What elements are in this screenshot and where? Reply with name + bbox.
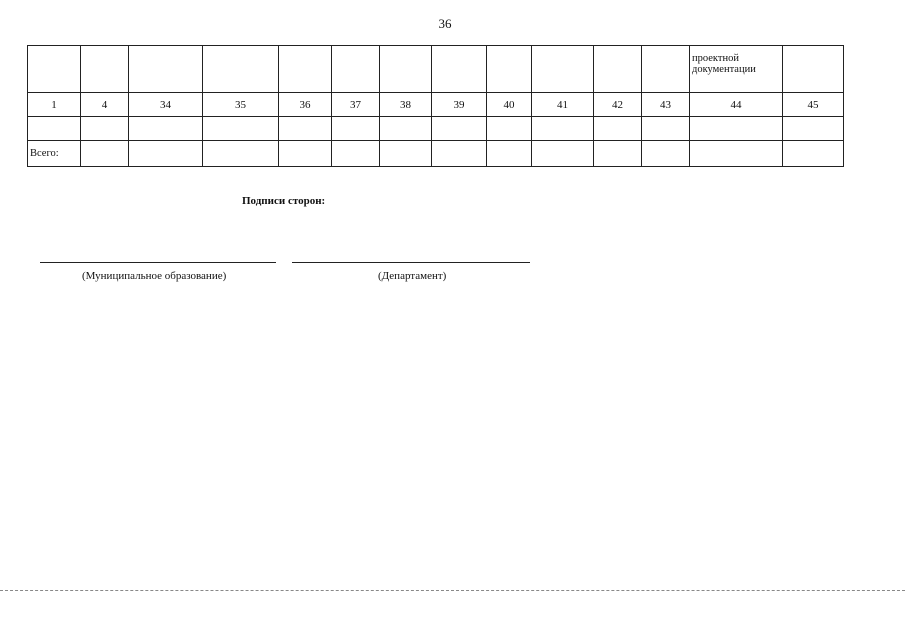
- table-cell: [532, 117, 594, 141]
- column-number: 45: [783, 93, 844, 117]
- table-cell: [487, 117, 532, 141]
- table-header-row: [28, 46, 844, 93]
- column-number: 38: [380, 93, 432, 117]
- table-cell: [690, 141, 783, 167]
- signature-line-municipality: [40, 262, 276, 263]
- header-cell: [432, 46, 487, 93]
- budget-table: [27, 45, 844, 167]
- table-cell: [279, 117, 332, 141]
- page-number: 36: [438, 16, 452, 31]
- table-cell: [81, 141, 129, 167]
- table-cell: [594, 141, 642, 167]
- table-row: [28, 117, 844, 141]
- table-cell: [642, 141, 690, 167]
- column-number: 1: [28, 93, 81, 117]
- table-cell: [332, 141, 380, 167]
- column-number: 39: [432, 93, 487, 117]
- table-cell: [783, 141, 844, 167]
- column-number: 43: [642, 93, 690, 117]
- header-cell: [783, 46, 844, 93]
- column-number: 42: [594, 93, 642, 117]
- header-cell: [203, 46, 279, 93]
- table-cell: [532, 141, 594, 167]
- column-number: 37: [332, 93, 380, 117]
- table-cell: [642, 117, 690, 141]
- total-row: [28, 141, 844, 167]
- header-cell: [332, 46, 380, 93]
- signature-line-department: [292, 262, 530, 263]
- table-cell: [203, 117, 279, 141]
- header-cell: [279, 46, 332, 93]
- header-cell: [642, 46, 690, 93]
- table-cell: [129, 141, 203, 167]
- table-cell: [279, 141, 332, 167]
- table-cell: [690, 117, 783, 141]
- column-number: 4: [81, 93, 129, 117]
- table-cell: [487, 141, 532, 167]
- signature-label-municipality: (Муниципальное образование): [82, 270, 227, 282]
- column-number: 34: [129, 93, 203, 117]
- header-cell: [81, 46, 129, 93]
- column-number-row: [28, 93, 844, 117]
- column-number: 41: [532, 93, 594, 117]
- column-number: 35: [203, 93, 279, 117]
- table-cell: [28, 117, 81, 141]
- header-cell: [129, 46, 203, 93]
- table-cell: [380, 117, 432, 141]
- total-label: Всего:: [28, 141, 81, 167]
- header-cell: [28, 46, 81, 93]
- signature-label-department: (Департамент): [378, 270, 447, 282]
- column-number: 40: [487, 93, 532, 117]
- header-cell: [380, 46, 432, 93]
- table-cell: [81, 117, 129, 141]
- header-cell-project-docs: проектной документации: [690, 46, 783, 93]
- table-cell: [594, 117, 642, 141]
- table-cell: [129, 117, 203, 141]
- table-cell: [432, 141, 487, 167]
- signatures-title: Подписи сторон:: [242, 195, 326, 207]
- page-bottom-rule: [0, 590, 905, 591]
- table-cell: [380, 141, 432, 167]
- header-cell: [487, 46, 532, 93]
- column-number: 44: [690, 93, 783, 117]
- table-cell: [783, 117, 844, 141]
- table-cell: [203, 141, 279, 167]
- header-cell: [594, 46, 642, 93]
- header-cell: [532, 46, 594, 93]
- table-cell: [432, 117, 487, 141]
- column-number: 36: [279, 93, 332, 117]
- table-cell: [332, 117, 380, 141]
